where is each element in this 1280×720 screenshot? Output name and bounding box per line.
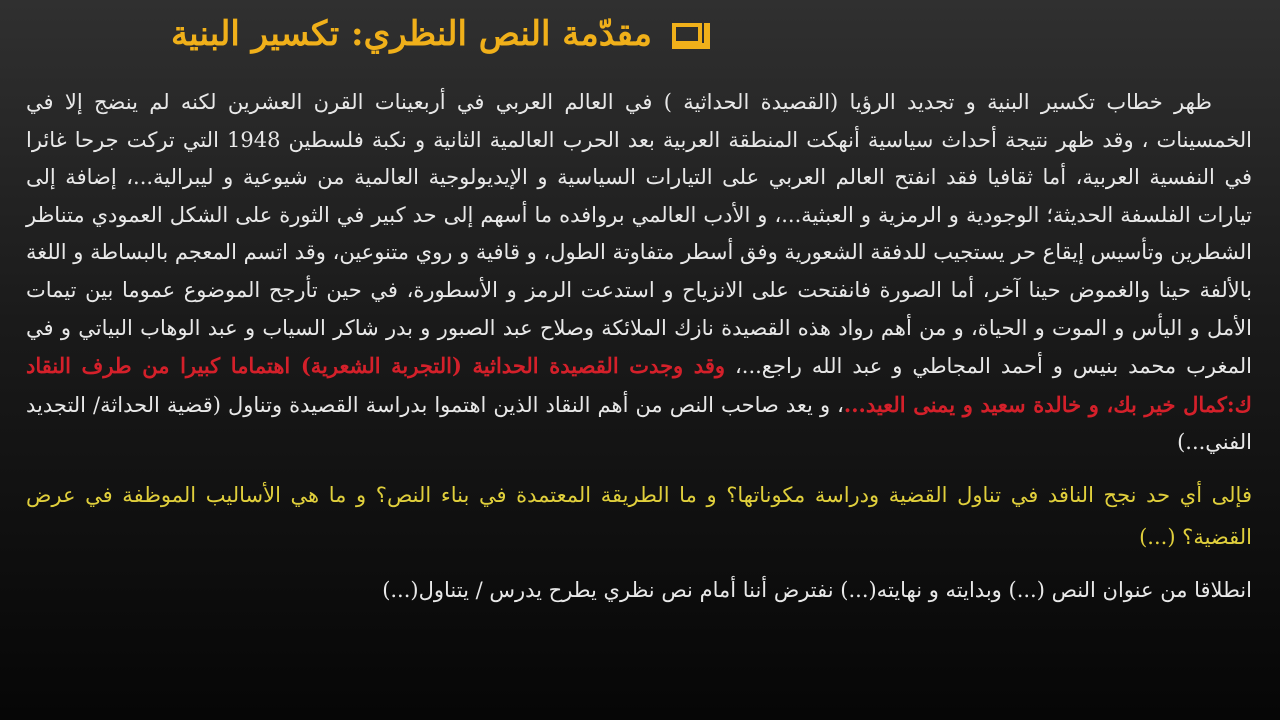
intro-text: ظهر خطاب تكسير البنية و تجديد الرؤيا (القصيدة الحداثية ) في العالم العربي في أربعينات القرن العشرين لكنه لم ينضج إلا في الخمسينات ، وقد ظهر نتيجة أحداث سياسية أنهكت المنطقة العربية بعد الحرب العالمية الثانية و نكبة فلسطين 1948 التي تركت جرحا غائرا في النفسية العربية، أما ثقافيا فقد انفتح العالم العربي على التيارات السياسية و الإيديولوجية العالمية من شيوعية و ليبرالية...، إضافة إلى تيارات الفلسفة الحديثة؛ الوجودية و الرمزية و العبثية...، و الأدب العالمي بروافده ما أسهم إلى حد كبير في الثورة على الشكل العمودي متناظر الشطرين وتأسيس إيقاع حر يستجيب للدفقة الشعورية وفق أسطر متفاوتة الطول، و قافية و روي متنوعين، وقد اتسم المعجم بالبساطة و اللغة بالألفة حينا والغموض حينا آخر، أما الصورة فانفتحت على الانزياح و استدعت الرمز و الأسطورة، في حين تأرجح الموضوع عموما بين تيمات الأمل و اليأس و الموت و الحياة، و من أهم رواد هذه القصيدة نازك الملائكة وصلاح عبد الصبور و بدر شاكر السياب و عبد الوهاب البياتي و في المغرب محمد بنيس و أحمد المجاطي و عبد الله راجع...، — [26, 90, 1252, 379]
checkbox-icon — [668, 19, 710, 49]
question-paragraph: فإلى أي حد نجح الناقد في تناول القضية ودراسة مكوناتها؟ و ما الطريقة المعتمدة في بناء النص؟ و ما هي الأساليب الموظفة في عرض القضية؟ (...) — [26, 482, 1252, 549]
hypothesis-paragraph: انطلاقا من عنوان النص (...) وبدايته و نهايته(...) نفترض أننا أمام نص نظري يطرح يدرس / يتناول(...) — [382, 577, 1252, 602]
intro-paragraph — [26, 84, 1252, 462]
slide-content — [26, 84, 1252, 610]
outro-text: ، و يعد صاحب النص من أهم النقاد الذين اهتموا بدراسة القصيدة وتناول (قضية الحداثة/ التجديد الفني...) — [26, 392, 1252, 455]
slide-title: مقدّمة النص النظري: تكسير البنية — [170, 14, 652, 54]
slide-title-row — [171, 14, 710, 54]
highlighted-text: وقد وجدت القصيدة الحداثية (التجربة الشعرية) اهتماما كبيرا من طرف النقاد ك:كمال خير بك، و خالدة سعيد و يمنى العيد... — [26, 353, 1252, 417]
